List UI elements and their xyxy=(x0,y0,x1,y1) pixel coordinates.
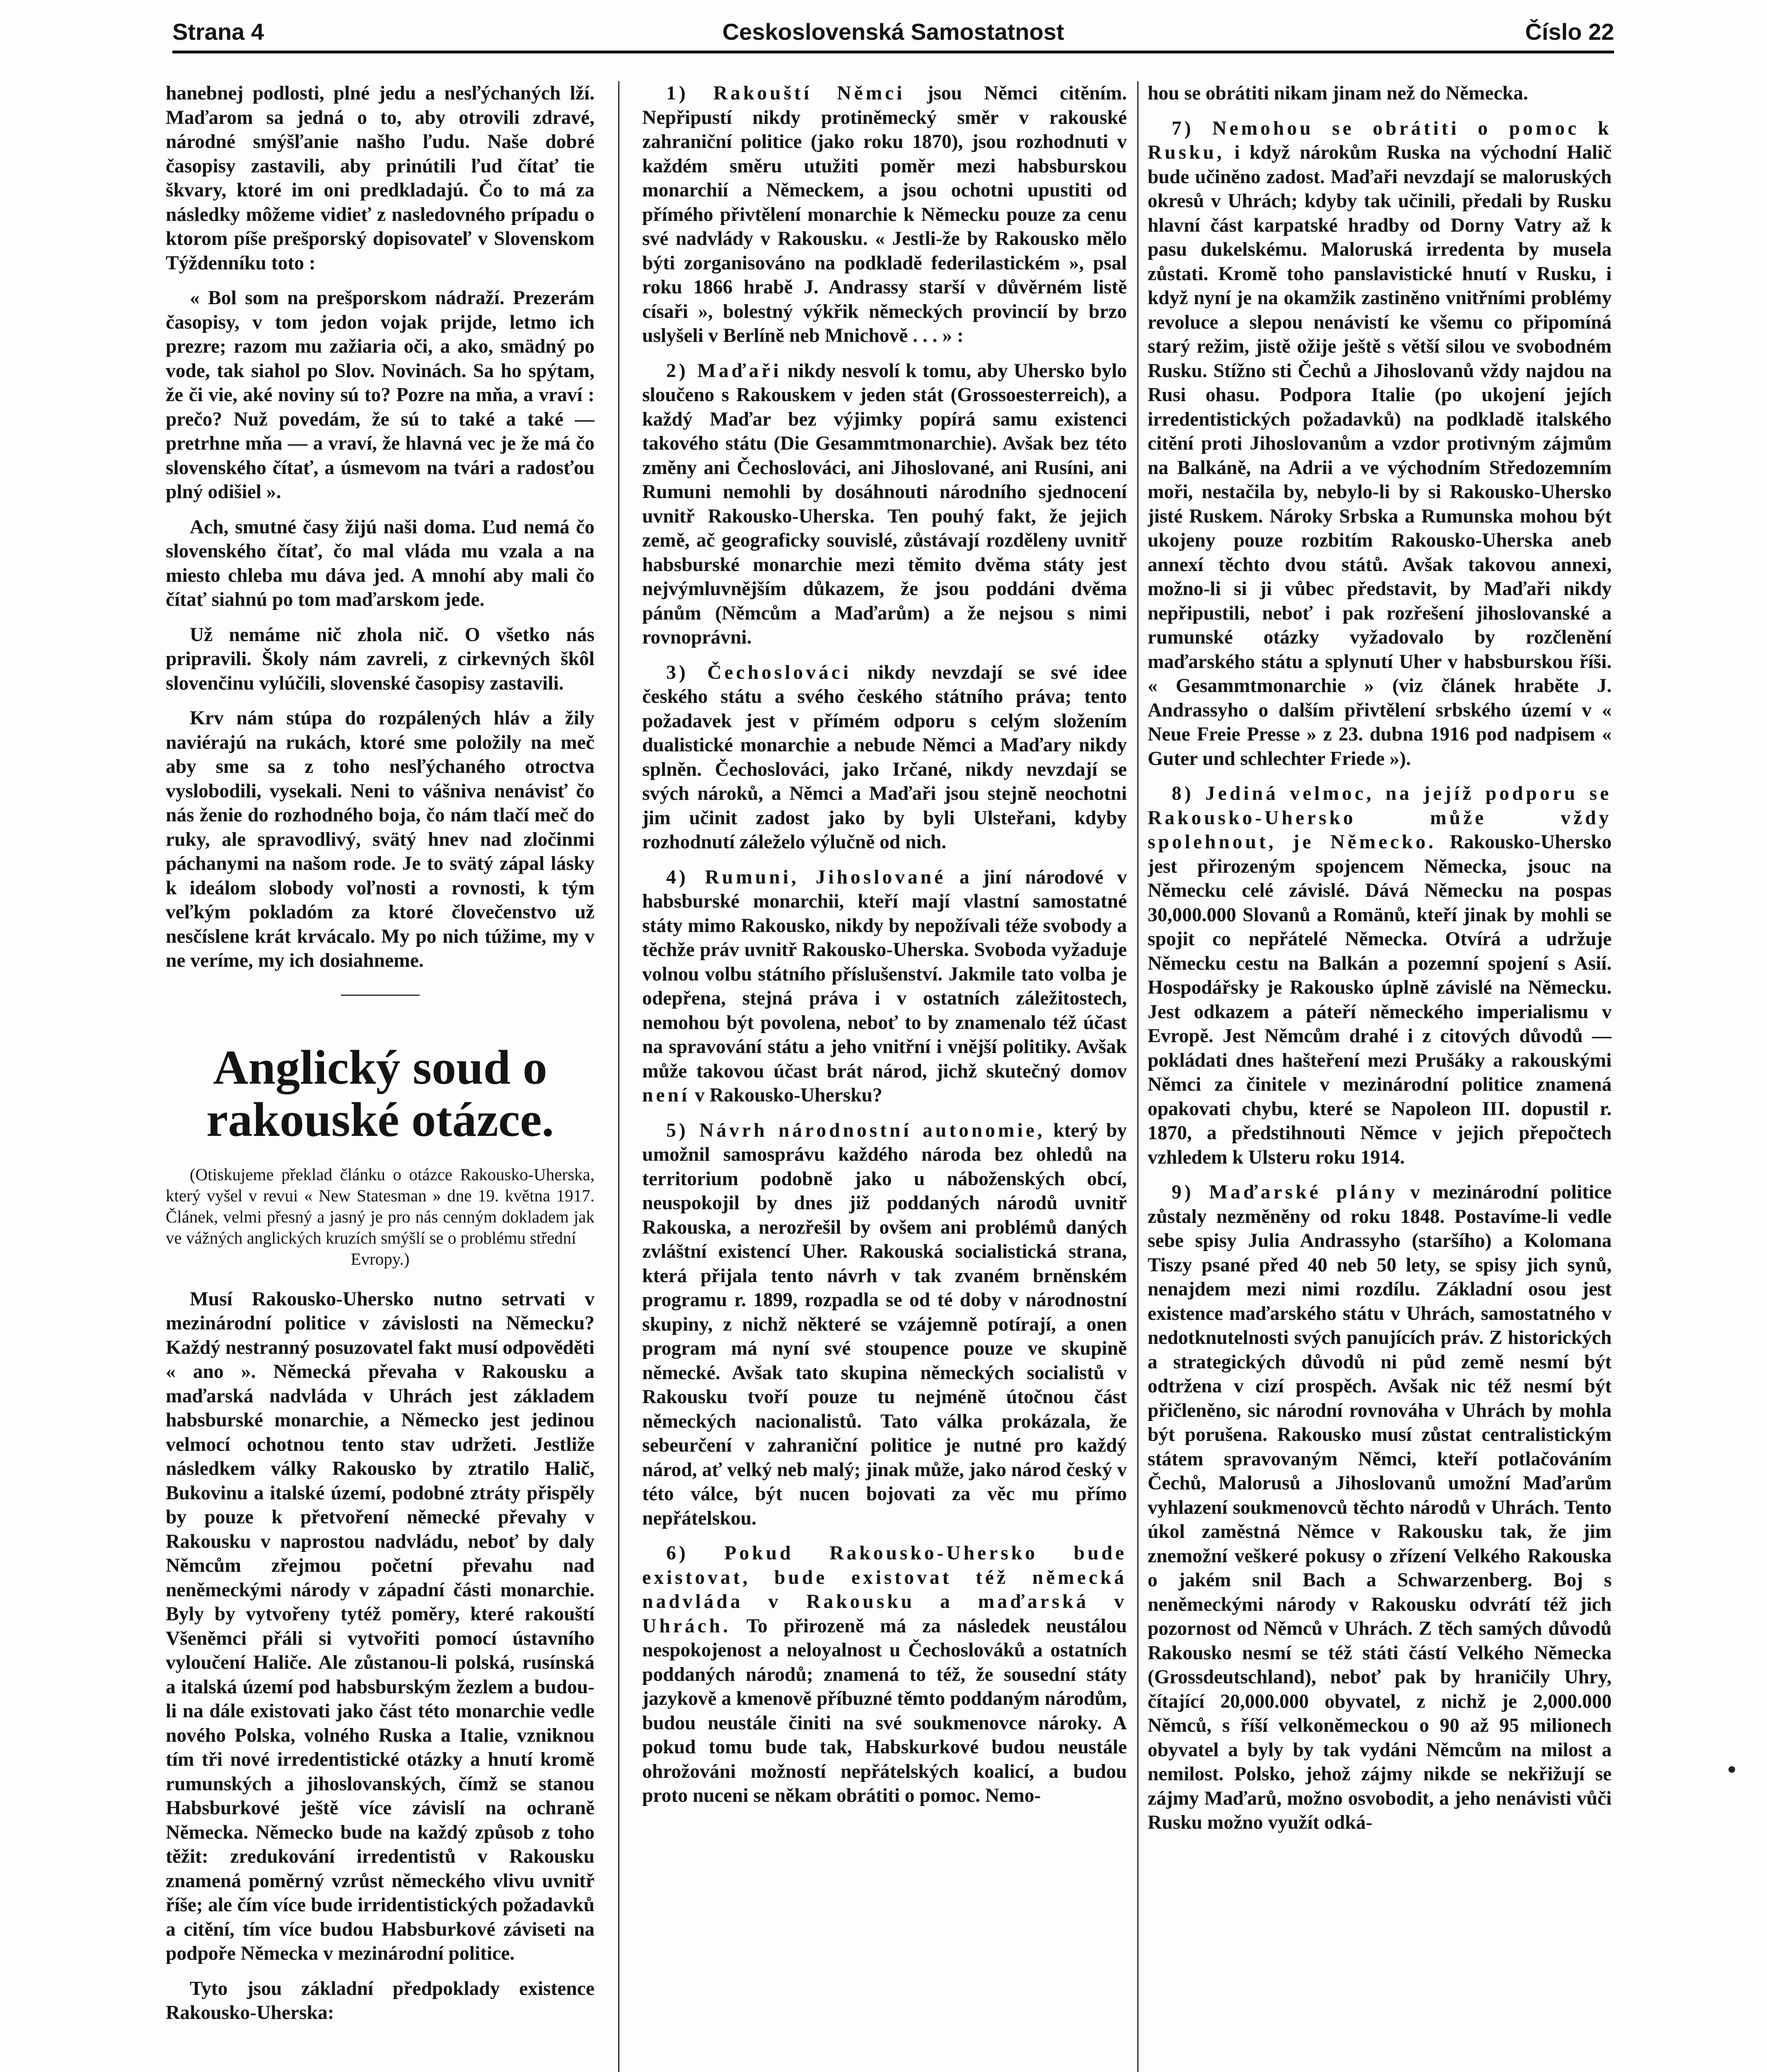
issue-number: Číslo 22 xyxy=(1525,19,1614,45)
paragraph: « Bol som na prešporskom nádraží. Prezerám časopisy, v tom jedon vojak prijde, letmo ich prezre; razom mu zažiaria oči, a ako, smädný po vode, tak siahol po Slov. Novinách. Sa ho spýtam, že či vie, aké noviny sú to? Pozre na mňa, a vraví : prečo? Nuž povedám, že sú to také a také — pretrhne mňa — a vraví, že hlavná vec je že má čo slovenského čítať, a úsmevom na tvári a radosťou plný odišiel ». xyxy=(166,287,595,503)
column-rule-right xyxy=(1137,81,1139,2072)
item-text: jsou Němci citěním. Nepřipustí nikdy protiněmecký směr v rakouské zahraniční politice (jako roku 1870), jsou rozhodnuti v každém směru utužiti poměr mezi habsburskou monarchií a Německem, a jsou ochotni upustiti od přímého přivtělení monarchie k Německu pouze za cenu své nadvlády v Rakousku. « Jestli-že by Rakousko mělo býti zorganisováno na podkladě federilastickém », psal roku 1866 hrabě J. Andrassy starší v důvěrném listě císaři », bolestný výkřik německých provincií by brzo uslyšeli v Berlíně neb Mnichově . . . » : xyxy=(642,82,1127,346)
masthead-title: Ceskoslovenská Samostatnost xyxy=(722,19,1064,45)
intro-text-end: Evropy.) xyxy=(350,1249,410,1268)
item-text: který by umožnil samosprávu každého národa bez ohledů na territorium podobně jako u náboženských obcí, neuspokojil by dnes již poddaných národů uvnitř Rakouska, a nerozřešil by ovšem ani problémů daných zvláštní existencí Uher. Rakouská socialistická strana, která přijala tento návrh v tak zvaném brněnském programu r. 1899, rozpadla se od té doby v národnostní skupiny, z nichž některé se vzájemně potírají, a onen program má nyní své stoupence pouze ve skupině německé. Avšak tato skupina německých socialistů v Rakousku tvoří pouze tu nejméně útočnou část německých nacionalistů. Tato válka prokázala, že sebeurčení v zahraniční politice je nutné pro každý národ, ať velký neb malý; jinak může, jako národ český v této válce, být nucen bojovati za věc mu přímo nepřátelskou. xyxy=(642,1119,1127,1529)
page-number: Strana 4 xyxy=(172,19,264,45)
item-text: a jiní národové v habsburské monarchii, kteří mají vlastní samostatné státy mimo Rakousko, nikdy by nepožívali téže svobody a těchže práv uvnitř Rakousko-Uherska. Svoboda vyžaduje volnou volbu státního příslušenství. Jakmile tato volba je odepřena, stejná práva i v ostatních záležitostech, nemohou být povolena, neboť to by znamenalo též účast na spravování státu a jeho vnitřní i vnější politiky. Avšak může takovou účast brát národ, jichž skutečný domov xyxy=(642,866,1127,1082)
item-heading: 2) Maďaři xyxy=(666,360,782,382)
numbered-paragraph xyxy=(1148,782,1612,1169)
numbered-paragraph xyxy=(642,661,1127,854)
item-heading: 5) Návrh národnostní autonomie, xyxy=(666,1119,1045,1141)
numbered-paragraph xyxy=(642,1118,1127,1531)
item-text: i když nárokům Ruska na východní Halič bude učiněno zadost. Maďaři nevzdají se maloruských okresů v Uhrách; kdyby tak učinili, předali by Rusku hlavní část karpatské hradby od Dorny Vatry až k pasu dukelskému. Maloruská irredenta by musela zůstati. Kromě toho panslavistické hnutí v Rusku, i když nyní je na okamžik zastiněno vnitřními problémy revoluce a slepou nenávistí ke všemu co připomíná starý režim, jistě ožije ještě s větší silou ve svobodném Rusku. Stížno sti Čechů a Jihoslovanů vždy najdou na Rusi ohasu. Podpora Italie (po ukojení jejích irredentistických požadavků) na podkladě italského citění proti Jihoslovanům a vzdor protivným zájmům na Balkáně, na Adrii a ve východním Středozemním moři, nestačila by, nebylo-li by si Rakousko-Uhersko jisté Ruskem. Nároky Srbska a Rumunska mohou být ukojeny pouze rozbitím Rakousko-Uherska aneb annexí těchto dvou států. Avšak takovou annexi, možno-li si ji vůbec představit, by Maďaři nikdy nepřipustili, neboť i pak rozřešení jihoslovanské a rumunské otázky vyžadovalo by rozčlenění maďarského státu a splynutí Uher v habsburskou říši. « Gesammtmonarchie » (viz článek hraběte J. Andrassyho o dalším přivtělení srbského území v « Neue Freie Presse » z 23. dubna 1916 pod nadpisem « Guter und schlechter Friede »). xyxy=(1148,142,1612,770)
numbered-paragraph xyxy=(642,359,1127,650)
item-text: nikdy nevzdají se své idee českého státu a svého českého státního práva; tento požadavek jest v přímém odporu s celým složením dualistické monarchie a nebude Němci a Maďary nikdy splněn. Čechoslováci, jako Irčané, nikdy nevzdají se svých nároků, a Němci a Maďaři jsou stejně neochotni jim učinit zadost jako by byli Ulsteřani, kdyby rozhodnutí záleželo výlučně od nich. xyxy=(642,661,1127,853)
numbered-paragraph xyxy=(1148,1180,1612,1835)
article-intro xyxy=(166,1164,595,1270)
item-heading: 9) Maďarské plány xyxy=(1172,1181,1398,1203)
numbered-paragraph xyxy=(642,81,1127,348)
article-headline: Anglický soud o rakouské otázce. xyxy=(206,1040,554,1147)
item-text: To přirozeně má za následek neustálou nespokojenost a neloyalnost u Čechoslováků a ostatních poddaných národů; znamená to též, že sousední státy jazykově a kmenově příbuzné těmto poddaným národům, budou neustále činiti na své soukmenovce nároky. A pokud tomu bude tak, Habskurkové budou neustále ohrožováni možností nepřátelských koalicí, a budou proto nuceni se někam obrátiti o pomoc. Nemo- xyxy=(642,1615,1127,1806)
numbered-paragraph xyxy=(1148,116,1612,771)
column-right xyxy=(1148,81,1612,2072)
item-heading: 8) Jediná velmoc, na jejíž podporu se Rakousko-Uhersko může vždy spolehnout, je Německo. xyxy=(1148,783,1612,853)
item-heading: 4) Rumuni, Jihoslované xyxy=(666,866,946,888)
page-header xyxy=(172,15,1614,53)
item-text-end: v Rakousko-Uhersku? xyxy=(695,1084,882,1106)
item-heading: 6) Pokud Rakousko-Uhersko bude existovat, bude existovat též německá nadvláda v Rakousku a maďarská v Uhrách. xyxy=(642,1542,1127,1637)
paragraph: Už nemáme nič zhola nič. O všetko nás pripravili. Školy nám zavreli, z cirkevných škôl slovenčinu vylúčili, slovenské časopisy zastavili. xyxy=(166,624,595,694)
item-heading: 1) Rakouští Němci xyxy=(666,82,905,104)
section-divider xyxy=(341,995,420,996)
numbered-paragraph xyxy=(642,865,1127,1108)
paragraph: Musí Rakousko-Uhersko nutno setrvati v mezinárodní politice v závislosti na Německu? Každý nestranný posuzovatel fakt musí odpověděti « ano ». Německá převaha v Rakousku a maďarská nadvláda v Uhrách jest základem habsburské monarchie, a Německo jest jedinou velmocí ochotnou tento stav udržeti. Jestliže následkem války Rakousko by ztratilo Halič, Bukovinu a italské území, podobné ztráty přispěly by pouze k přetvoření německé převahy v Rakousku v naprostou nadvládu, neboť by daly Němcům zřejmou početní převahu nad neněmeckými národy v západní části monarchie. Byly by vytvořeny tytéž poměry, které rakouští Všeněmci přáli si vytvořiti pomocí ústavního vyloučení Haliče. Ale zůstanou-li polská, rusínská a italská území pod habsburským žezlem a budou-li na dále existovati jako část této monarchie vedle nového Polska, volného Ruska a Italie, vzniknou tím tři nové irredentistické otázky a hnutí kromě rumunských a jihoslovanských, čímž se stanou Habsburkové ještě více závislí na ochraně Německa. Německo bude na každý způsob z toho těžit: zredukování irredentistů v Rakousku znamená poměrný vzrůst německého vlivu uvnitř říše; ale čím více bude irridentistických požadavků a citění, tím více budou Habsburkové záviseti na podpoře Německa v mezinárodní politice. xyxy=(166,1288,595,1964)
item-emphasis: není xyxy=(642,1084,690,1106)
column-rule-left xyxy=(618,81,619,2072)
paragraph: Ach, smutné časy žijú naši doma. Ľud nemá čo slovenského čítať, čo mal vláda mu vzala a na miesto chleba mu dáva jed. A mnohí aby mali čo čítať siahnú po tom maďarskom jede. xyxy=(166,516,595,610)
item-text: v mezinárodní politice zůstaly nezměněny od roku 1848. Postavíme-li vedle sebe spisy Julia Andrassyho (staršího) a Kolomana Tiszy psané před 40 neb 50 lety, se spisy jich synů, nenajdem mezi nimi rozdílu. Základní osou jest existence maďarského státu v Uhrách, samostatného v nedotknutelnosti svých panujících práv. Z historických a strategických důvodů ni půd země nesmí být odtržena v cizí prospěch. Avšak nic též nesmí být přičleněno, sic národní rovnováha v Uhrách by mohla být porušena. Rakousko musí zůstat centralistickým státem spravovaným Němci, kteří potlačováním Čechů, Malorusů a Jihoslovanů umožní Maďarům vyhlazení soukmenovců těchto národů v Uhrách. Tento úkol zaměstná Němce v Rakousku tak, že jim znemožní veškeré pokusy o zřízení Velkého Rakouska o jakém snil Bach a Schwarzenberg. Boj s neněmeckými národy v Rakousku odvrátí též jich pozornost od Němců v Uhrách. Z těch samých důvodů Rakousko nesmí se též státi částí Velkého Německa (Grossdeutschland), neboť pak by hraničily Uhry, čítající 20,000.000 obyvatel, z nichž je 2,000.000 Němců, s říší velkoněmeckou o 90 až 95 milionech obyvatel a byly by tak vydáni Němcům na milost a nemilost. Polsko, jehož zájmy nikde se nekřižují se zájmy Maďarů, možno osvobodit, a jeho nenávisti vůči Rusku možno využít odká- xyxy=(1148,1181,1612,1833)
item-heading: 7) Nemohou se obrátiti o pomoc k Rusku, xyxy=(1148,117,1612,163)
numbered-paragraph xyxy=(642,1541,1127,1808)
intro-text: (Otiskujeme překlad článku o otázce Rakousko-Uherska, který vyšel v revui « New Statesman » dne 19. května 1917. Článek, velmi přesný a jasný je pro nás cenným dokladem jak ve vážných anglických kruzích smýšlí se o problému střední xyxy=(166,1164,595,1247)
paragraph: hanebnej podlosti, plné jedu a nesľýchaných lží. Maďarom sa jedná o to, aby otrovili zdravé, národné smýšľanie našho ľudu. Naše dobré časopisy zastavili, aby prinútili ľud čítať tie škvary, ktoré im oni predkladajú. Čo to má za následky môžeme vidieť z nasledovného prípadu o ktorom píše prešporský dopisovateľ v Slovenskom Týždenníku toto : xyxy=(166,82,595,274)
paragraph: Krv nám stúpa do rozpálených hláv a žily naviérajú na rukách, ktoré sme položily na meč aby sme sa z toho nesľýchaného otroctva vyslobodili, vysekali. Neni to vášniva nenávisť čo nás ženie do rozhodného boja, čo nám tlačí meč do ruky, ale spravodlivý, svätý hnev nad zločinmi páchanymi na našom rode. Je to svätý zápal lásky k ideálom slobody voľnosti a rovnosti, k tým veľkým pokladóm za ktoré človečenstvo už nesčíslene krát krvácalo. My po nich túžime, my v ne veríme, my ich dosiahneme. xyxy=(166,707,595,971)
item-heading: 3) Čechoslováci xyxy=(666,661,851,683)
column-left xyxy=(166,81,595,2072)
ink-speck xyxy=(1728,1766,1735,1773)
item-text: nikdy nesvolí k tomu, aby Uhersko bylo sloučeno s Rakouskem v jeden stát (Grossoesterreich), a každý Maďar bez výjimky popírá samu existenci takového státu (Die Gesammtmonarchie). Avšak bez této změny ani Čechoslováci, ani Jihoslované, ani Rusíni, ani Rumuni nemohli by dosáhnouti národního sjednocení uvnitř Rakousko-Uherska. Ten pouhý fakt, že jejich země, ač geograficky souvislé, zůstávají rozděleny uvnitř habsburské monarchie mezi těmito dvěma státy jest nejvýmluvnějším důkazem, že jsou poddáni dvěma pánům (Němcům a Maďarům) a že nejsou s nimi rovnoprávni. xyxy=(642,360,1127,648)
paragraph: Tyto jsou základní předpoklady existence Rakousko-Uherska: xyxy=(166,1978,595,2024)
column-middle xyxy=(642,81,1127,2072)
paragraph: hou se obrátiti nikam jinam než do Německa. xyxy=(1148,82,1528,104)
item-text: Rakousko-Uhersko jest přirozeným spojencem Německa, jsouc na Německu celé závislé. Dává Německu na pospas 30,000.000 Slovanů a Romänů, kteří jinak by mohli se spojit co nepřátelé Německa. Otvírá a udržuje Německu cestu na Balkán a pozemní spojení s Asií. Hospodářsky je Rakousko úplně závislé na Německu. Jest odkazem a páteří německého imperialismu v Evropě. Jest Němcům drahé i z citových důvodů — pokládati dnes hašteření mezi Prušáky a rakouskými Němci za činitele v mezinárodní politice znamená opakovati chybu, které se Napoleon III. dopustil r. 1870, a předstihnouti Němce v jejich přepočtech vzhledem k Ulsteru roku 1914. xyxy=(1148,831,1612,1168)
